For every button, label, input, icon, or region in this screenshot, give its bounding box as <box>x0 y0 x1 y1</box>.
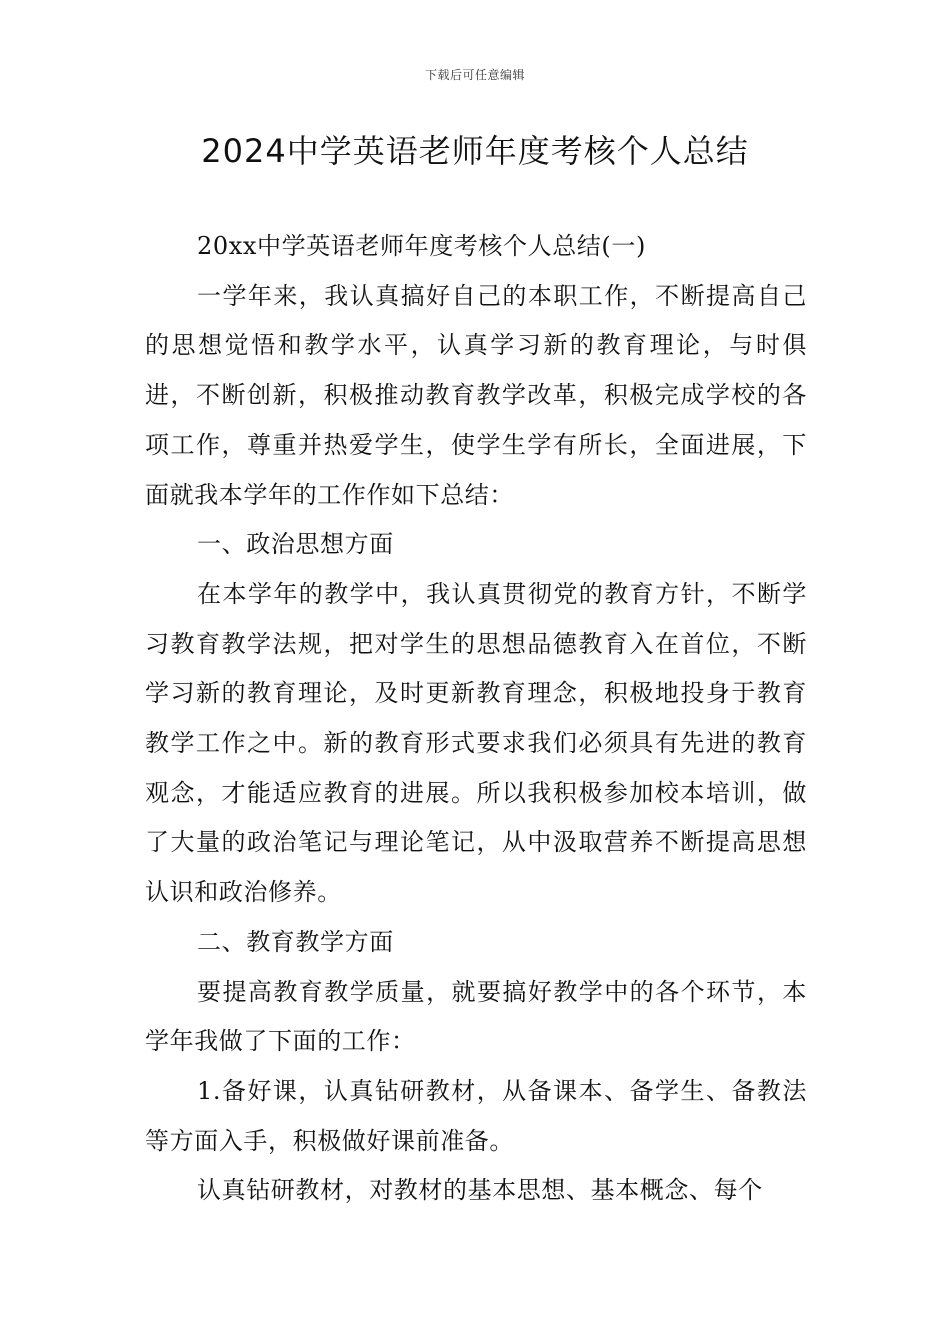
list-item-prepare-lessons: 1.备好课，认真钻研教材，从备课本、备学生、备教法等方面入手，积极做好课前准备。 <box>145 1076 807 1155</box>
politics-paragraph: 在本学年的教学中，我认真贯彻党的教育方针，不断学习教育教学法规，把对学生的思想品德教育入在首位，不断学习新的教育理论，及时更新教育理念，积极地投身于教育教学工作之中。新的教育形式要求我们必须具有先进的教育观念，才能适应教育的进展。所以我积极参加校本培训，做了大量的政治笔记与理论笔记，从中汲取营养不断提高思想认识和政治修养。 <box>145 579 807 907</box>
document-body <box>145 222 807 1216</box>
header-note: 下载后可任意编辑 <box>424 68 525 82</box>
teaching-paragraph: 要提高教育教学质量，就要搞好教学中的各个环节，本学年我做了下面的工作： <box>145 977 807 1056</box>
section-heading-politics: 一、政治思想方面 <box>197 530 394 559</box>
subtitle-paragraph: 20xx中学英语老师年度考核个人总结(一) <box>197 232 646 260</box>
document-title: 2024中学英语老师年度考核个人总结 <box>201 132 749 170</box>
study-materials-paragraph: 认真钻研教材，对教材的基本思想、基本概念、每个 <box>197 1176 763 1205</box>
section-heading-teaching: 二、教育教学方面 <box>197 927 394 956</box>
intro-paragraph: 一学年来，我认真搞好自己的本职工作，不断提高自己的思想觉悟和教学水平，认真学习新的教育理论，与时俱进，不断创新，积极推动教育教学改革，积极完成学校的各项工作，尊重并热爱学生，使学生学有所长，全面进展，下面就我本学年的工作作如下总结： <box>145 281 807 509</box>
